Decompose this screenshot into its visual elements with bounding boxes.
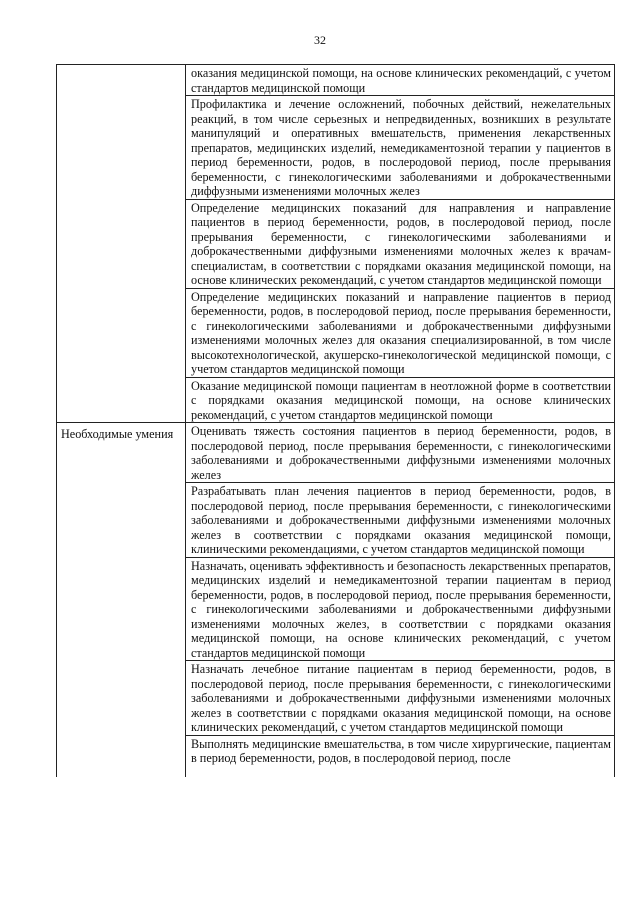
action-cell: Оказание медицинской помощи пациентам в неотложной форме в соответствии с порядками оказания медицинской помощи, на основе клинических рекомендаций, с учетом стандартов медицинской помощи <box>186 377 615 423</box>
action-cell: Профилактика и лечение осложнений, побочных действий, нежелательных реакций, в том числе серьезных и непредвиденных, возникших в результате манипуляций и оперативных вмешательств, применения лекарственных препаратов, медицинских изделий, немедикаментозной терапии у пациентов в период беременности, родов, в послеродовой период, после прерывания беременности, с гинекологическими заболеваниями и доброкачественными диффузными изменениями молочных желез <box>186 96 615 200</box>
page-number: 32 <box>314 33 326 47</box>
table-row <box>57 423 615 483</box>
action-cell: Определение медицинских показаний для направления и направление пациентов в период беременности, родов, в послеродовой период, после прерывания беременности, с гинекологическими заболеваниями и доброкачественными диффузными изменениями молочных желез к врачам-специалистам, в соответствии с порядками оказания медицинской помощи, на основе клинических рекомендаций, с учетом стандартов медицинской помощи <box>186 199 615 288</box>
competency-table <box>56 64 615 777</box>
action-cell: Определение медицинских показаний и направление пациентов в период беременности, родов, в послеродовой период, после прерывания беременности, с гинекологическими заболеваниями и доброкачественными диффузными изменениями молочных желез для оказания специализированной, в том числе высокотехнологической, акушерско-гинекологической медицинской помощи, с учетом стандартов медицинской помощи <box>186 288 615 377</box>
label-cell-empty <box>57 65 186 423</box>
skill-cell: Разрабатывать план лечения пациентов в период беременности, родов, в послеродовой период, после прерывания беременности, с гинекологическими заболеваниями и доброкачественными диффузными изменениями молочных желез в соответствии с порядками оказания медицинской помощи, клиническими рекомендациями, с учетом стандартов медицинской помощи <box>186 483 615 558</box>
skills-label: Необходимые умения <box>57 423 186 777</box>
skill-cell: Назначать лечебное питание пациентам в период беременности, родов, в послеродовой период, после прерывания беременности, с гинекологическими заболеваниями и доброкачественными диффузными изменениями молочных желез в соответствии с порядками оказания медицинской помощи, на основе клинических рекомендаций, с учетом стандартов медицинской помощи <box>186 661 615 736</box>
skill-cell: Оценивать тяжесть состояния пациентов в период беременности, родов, в послеродовой период, после прерывания беременности, с гинекологическими заболеваниями и доброкачественными диффузными изменениями молочных желез <box>186 423 615 483</box>
skill-cell: Выполнять медицинские вмешательства, в том числе хирургические, пациентам в период беременности, родов, в послеродовой период, после <box>186 735 615 777</box>
action-cell: оказания медицинской помощи, на основе клинических рекомендаций, с учетом стандартов медицинской помощи <box>186 65 615 96</box>
skill-cell: Назначать, оценивать эффективность и безопасность лекарственных препаратов, медицинских изделий и немедикаментозной терапии пациентам в период беременности, родов, в послеродовой период, после прерывания беременности, с гинекологическими заболеваниями и доброкачественными диффузными изменениями молочных желез, в соответствии с порядками оказания медицинской помощи, на основе клинических рекомендаций, с учетом стандартов медицинской помощи <box>186 557 615 661</box>
table-row <box>57 65 615 96</box>
